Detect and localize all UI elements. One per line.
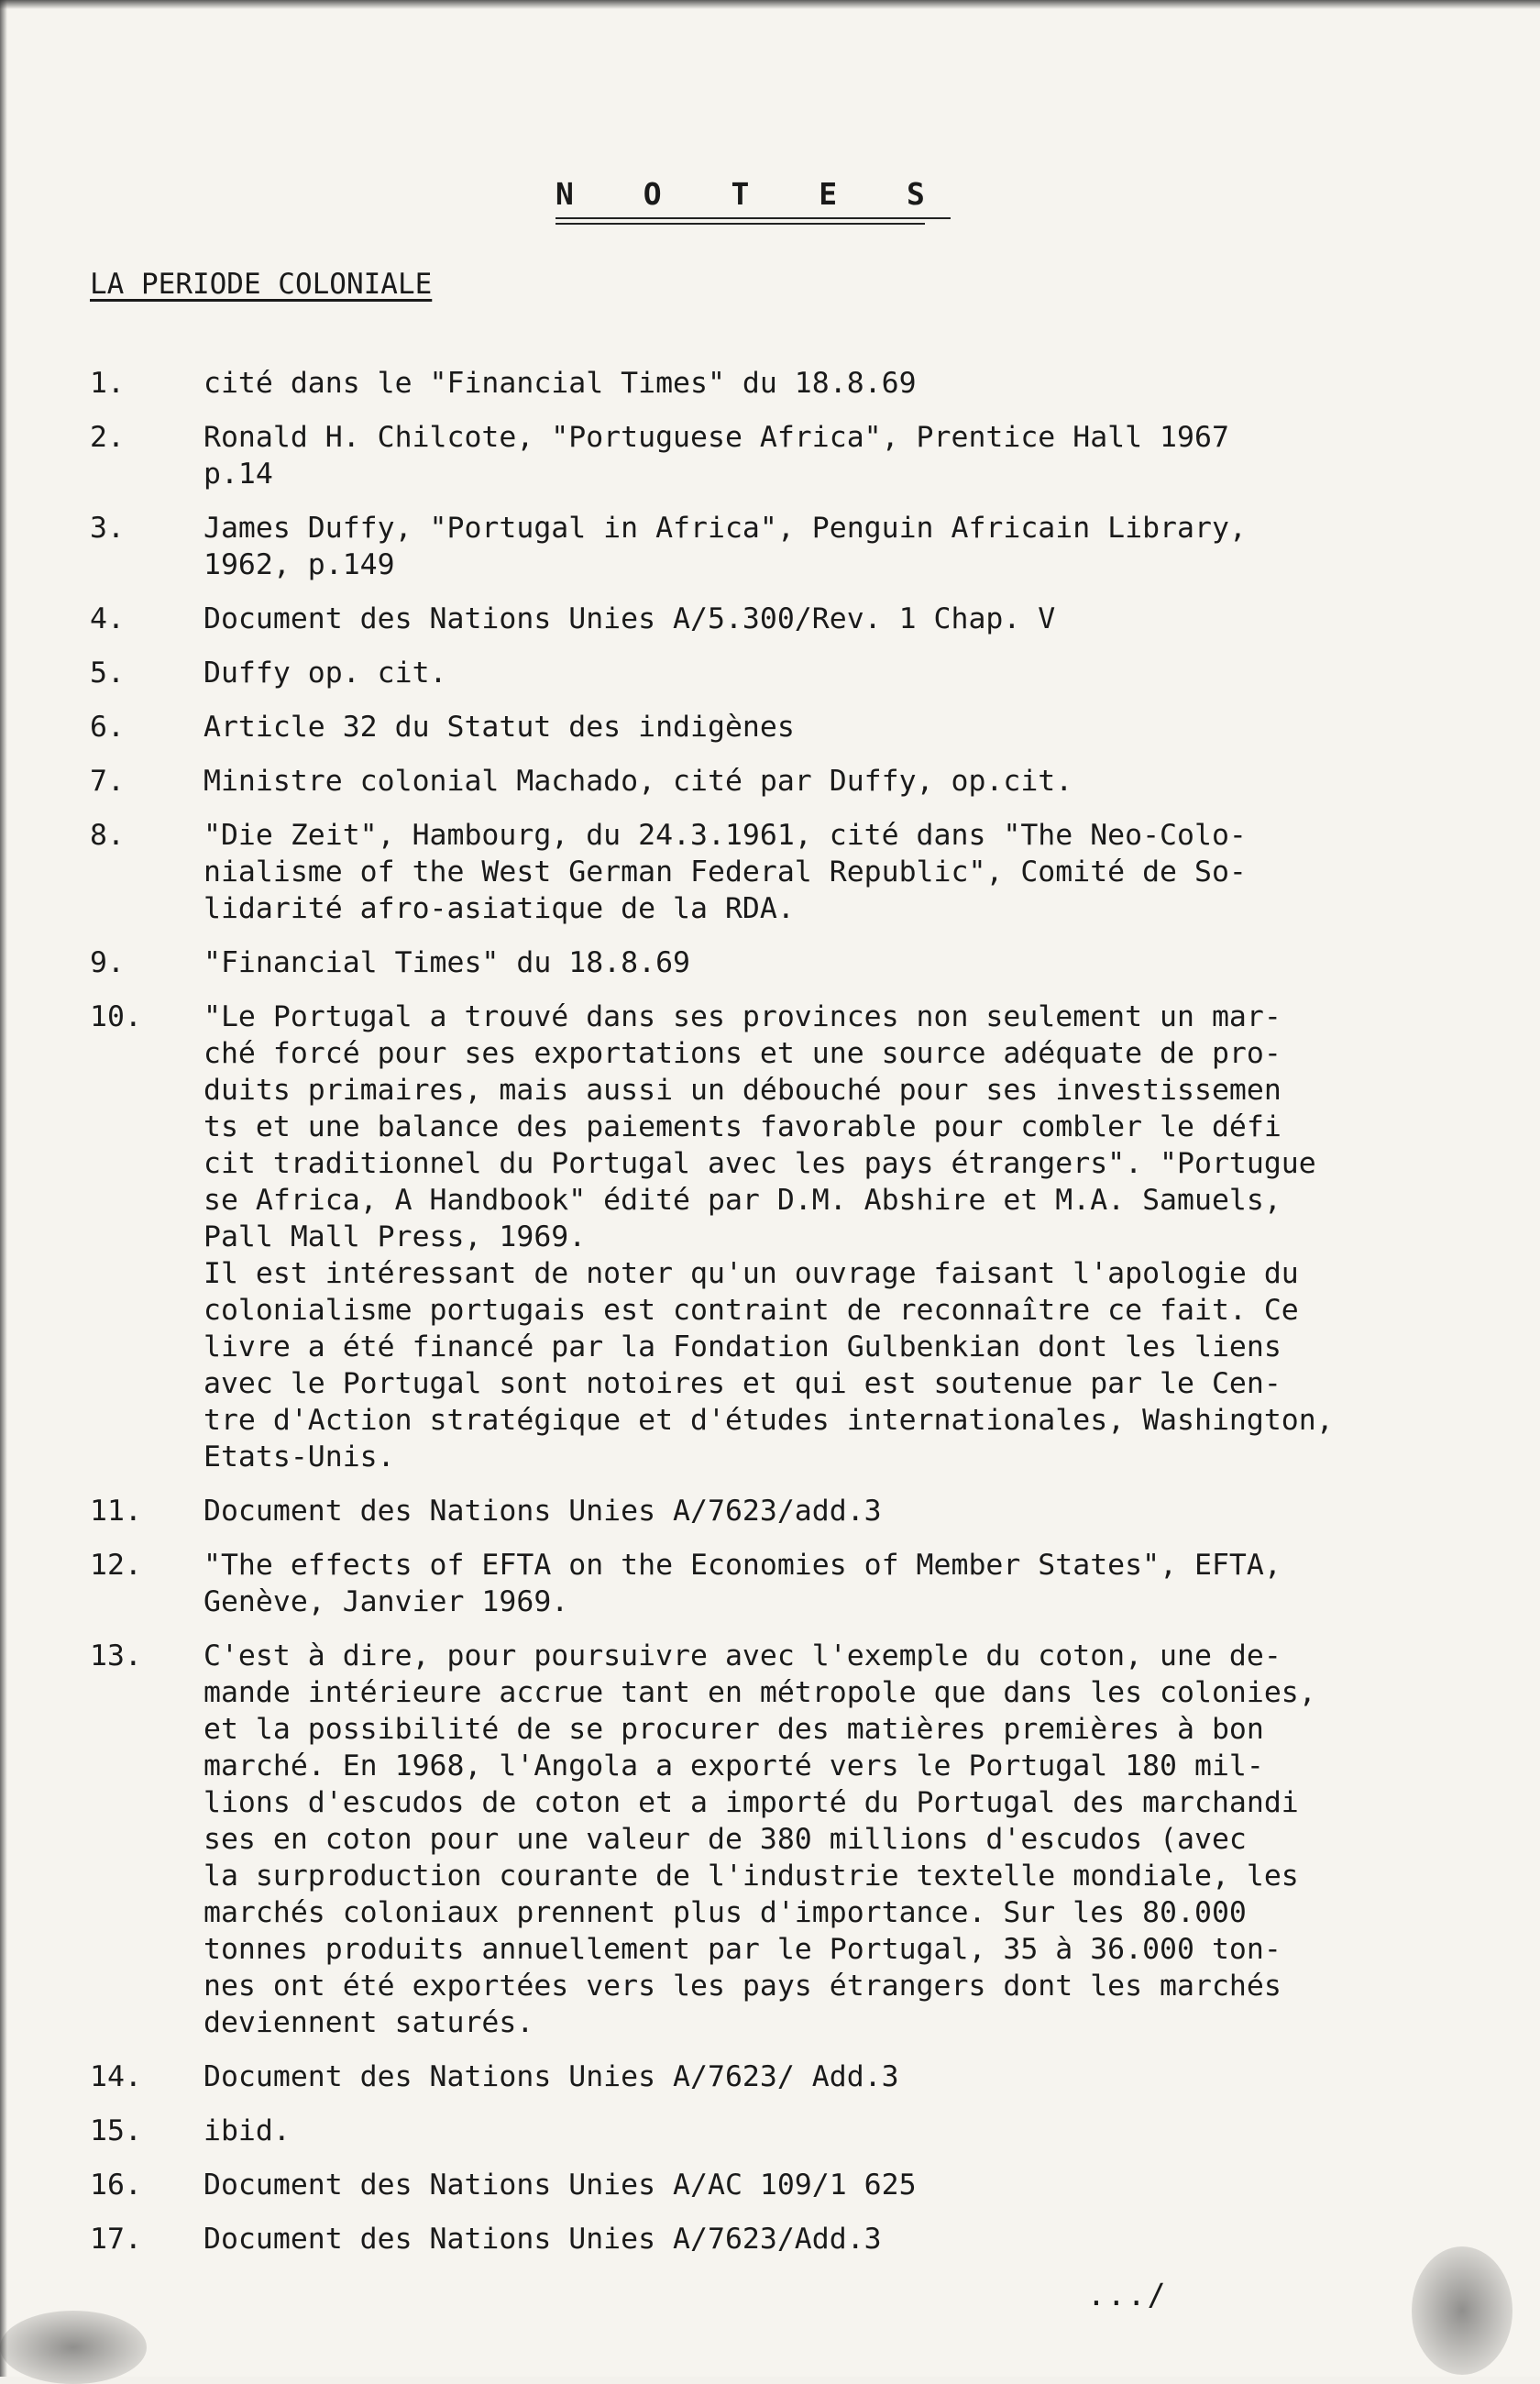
note-item [90, 817, 1446, 927]
note-text: "Die Zeit", Hambourg, du 24.3.1961, cité dans "The Neo-Colo- nialisme of the West German Federal Republic", Comité de So- lidarité afro-asiatique de la RDA. [204, 819, 1247, 925]
note-text: Document des Nations Unies A/5.300/Rev. 1 Chap. V [204, 602, 1056, 635]
note-text: Duffy op. cit. [204, 657, 447, 690]
note-number: 4. [90, 602, 125, 635]
note-text: Article 32 du Statut des indigènes [204, 711, 795, 744]
note-number: 1. [90, 367, 125, 400]
note-number: 14. [90, 2060, 142, 2093]
section-heading: LA PERIODE COLONIALE [90, 268, 433, 301]
note-text: cité dans le "Financial Times" du 18.8.69 [204, 367, 917, 400]
note-item [90, 2221, 1446, 2257]
note-text: James Duffy, "Portugal in Africa", Penguin Africain Library, 1962, p.149 [204, 512, 1247, 581]
note-text: Document des Nations Unies A/7623/Add.3 [204, 2223, 882, 2256]
note-number: 13. [90, 1639, 142, 1672]
note-number: 17. [90, 2223, 142, 2256]
note-text: Document des Nations Unies A/AC 109/1 625 [204, 2169, 917, 2202]
note-text: Document des Nations Unies A/7623/add.3 [204, 1495, 882, 1528]
page-title: N O T E S [556, 176, 951, 219]
note-number: 11. [90, 1495, 142, 1528]
note-item [90, 1638, 1446, 2041]
note-item [90, 944, 1446, 981]
note-item [90, 655, 1446, 691]
note-number: 9. [90, 946, 125, 979]
note-item [90, 999, 1446, 1475]
note-number: 12. [90, 1549, 142, 1582]
note-item [90, 365, 1446, 402]
note-text: ibid. [204, 2114, 291, 2147]
note-item [90, 2058, 1446, 2095]
notes-list [90, 365, 1446, 2275]
note-item [90, 601, 1446, 637]
note-item [90, 419, 1446, 492]
note-number: 6. [90, 711, 125, 744]
note-item [90, 510, 1446, 583]
note-text: "Financial Times" du 18.8.69 [204, 946, 691, 979]
note-number: 3. [90, 512, 125, 545]
note-number: 7. [90, 765, 125, 798]
note-number: 2. [90, 421, 125, 454]
scan-edge-top [0, 0, 1540, 9]
note-text: C'est à dire, pour poursuivre avec l'exemple du coton, une de- mande intérieure accrue tant en métropole que dans les colonies, et la possibilité de se procurer des matières premières à bon marché. En 1968, l'Angola a exporté vers le Portugal 180 mil- lions d'escudos de coton et a importé du Portugal des marchandi ses en coton pour une valeur de 380 millions d'escudos (avec la surproduction courante de l'industrie textelle mondiale, les marchés coloniaux prennent plus d'importance. Sur les 80.000 tonnes produits annuellement par le Portugal, 35 à 36.000 ton- nes ont été exportées vers les pays étrangers dont les marchés deviennent saturés. [204, 1639, 1316, 2039]
note-text: Ronald H. Chilcote, "Portuguese Africa", Prentice Hall 1967 p.14 [204, 421, 1229, 491]
note-item [90, 2167, 1446, 2203]
scan-edge-left [0, 0, 7, 2377]
note-item [90, 763, 1446, 800]
note-text: "The effects of EFTA on the Economies of Member States", EFTA, Genève, Janvier 1969. [204, 1549, 1282, 1618]
note-item [90, 2113, 1446, 2149]
note-number: 16. [90, 2169, 142, 2202]
note-item [90, 709, 1446, 745]
note-number: 5. [90, 657, 125, 690]
scan-smudge [1412, 2246, 1512, 2375]
scan-smudge [0, 2311, 147, 2384]
note-item [90, 1493, 1446, 1529]
note-text: "Le Portugal a trouvé dans ses provinces non seulement un mar- ché forcé pour ses exportations et une source adéquate de pro- duits primaires, mais aussi un débouché pour ses investissemen ts et une balance des paiements favorable pour combler le défi cit traditionnel du Portugal avec les pays étrangers". "Portugue se Africa, A Handbook" édité par D.M. Abshire et M.A. Samuels, Pall Mall Press, 1969. Il est intéressant de noter qu'un ouvrage faisant l'apologie du colonialisme portugais est contraint de reconnaître ce fait. Ce livre a été financé par la Fondation Gulbenkian dont les liens avec le Portugal sont notoires et qui est soutenue par le Cen- tre d'Action stratégique et d'études internationales, Washington, Etats-Unis. [204, 1000, 1334, 1473]
continuation-mark: .../ [1087, 2277, 1168, 2312]
note-text: Ministre colonial Machado, cité par Duffy, op.cit. [204, 765, 1073, 798]
note-number: 8. [90, 819, 125, 852]
note-text: Document des Nations Unies A/7623/ Add.3 [204, 2060, 899, 2093]
note-item [90, 1547, 1446, 1620]
note-number: 10. [90, 1000, 142, 1033]
note-number: 15. [90, 2114, 142, 2147]
